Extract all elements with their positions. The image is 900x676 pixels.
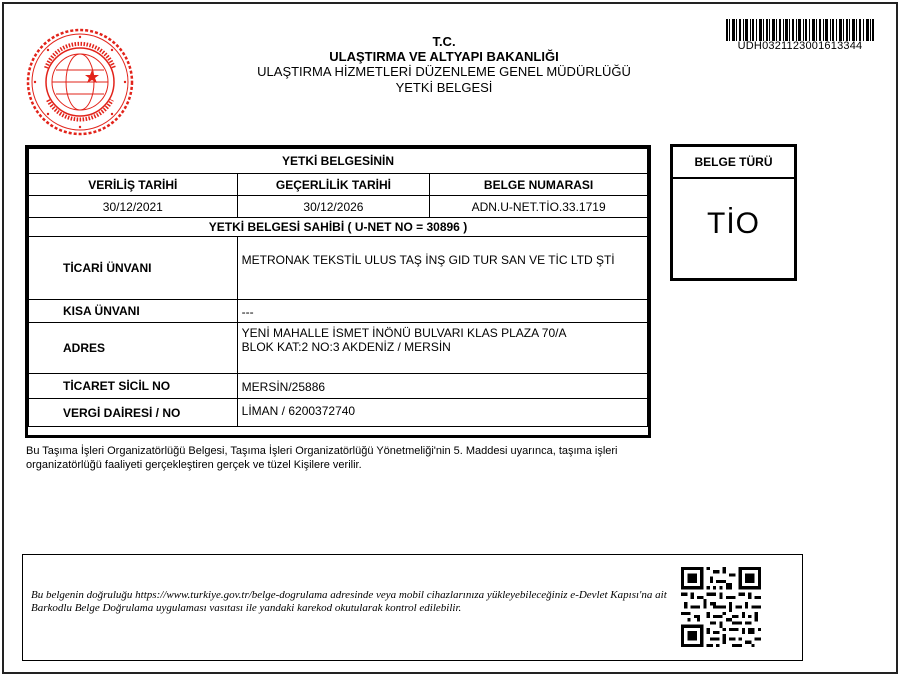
issue-date-value: 30/12/2021 <box>29 196 238 218</box>
short-name-value: --- <box>237 300 647 323</box>
address-label: ADRES <box>29 323 238 374</box>
cert-number-header: BELGE NUMARASI <box>430 174 648 196</box>
directorate-name: ULAŞTIRMA HİZMETLERİ DÜZENLEME GENEL MÜDÜRLÜĞÜ <box>257 64 631 79</box>
address-line-2: BLOK KAT:2 NO:3 AKDENİZ / MERSİN <box>241 340 451 354</box>
ministry-seal-icon <box>26 28 134 136</box>
address-line-1: YENİ MAHALLE İSMET İNÖNÜ BULVARI KLAS PLAZA 70/A <box>241 326 567 340</box>
valid-date-value: 30/12/2026 <box>237 196 430 218</box>
tax-label: VERGİ DAİRESİ / NO <box>29 399 238 427</box>
valid-date-header: GEÇERLİLİK TARİHİ <box>237 174 430 196</box>
barcode-number: UDH0321123001613344 <box>737 40 863 52</box>
document-page <box>2 2 898 674</box>
trade-name-value: METRONAK TEKSTİL ULUS TAŞ İNŞ GID TUR SAN VE TİC LTD ŞTİ <box>237 237 647 300</box>
section-title: YETKİ BELGESİNİN <box>29 149 648 174</box>
legal-note: Bu Taşıma İşleri Organizatörlüğü Belgesi, Taşıma İşleri Organizatörlüğü Yönetmeliği'nin 5. Maddesi uyarınca, taşıma işleri organizatörlüğü faaliyeti gerçekleştiren gerçek ve tüzel Kişilere verilir. <box>26 445 618 471</box>
issue-date-header: VERİLİŞ TARİHİ <box>29 174 238 196</box>
document-type-label: BELGE TÜRÜ <box>673 147 794 179</box>
ministry-name: ULAŞTIRMA VE ALTYAPI BAKANLIĞI <box>329 49 559 64</box>
trade-name-label: TİCARİ ÜNVANI <box>29 237 238 300</box>
tax-value: LİMAN / 6200372740 <box>237 399 647 427</box>
barcode-icon <box>726 19 874 41</box>
short-name-label: KISA ÜNVANI <box>29 300 238 323</box>
address-value <box>237 323 647 374</box>
registry-value: MERSİN/25886 <box>237 374 647 399</box>
registry-label: TİCARET SİCİL NO <box>29 374 238 399</box>
document-type-title: YETKİ BELGESİ <box>395 80 493 95</box>
document-type-value: TİO <box>707 207 760 240</box>
certificate-table <box>25 145 651 438</box>
header-line-1: T.C. <box>432 34 456 49</box>
verification-box <box>22 554 803 661</box>
verification-text: Bu belgenin doğruluğu https://www.turkiye.gov.tr/belge-dogrulama adresinde veya mobil cihazlarınıza yükleyebileceğiniz e-Devlet Kapısı'na ait Barkodlu Belge Doğrulama uygulaması vasıtası ile yandaki karekod okutularak kontrol edilebilir. <box>31 589 667 614</box>
qr-code-icon[interactable] <box>681 567 761 647</box>
document-type-box <box>670 144 797 281</box>
cert-number-value: ADN.U-NET.TİO.33.1719 <box>430 196 648 218</box>
holder-title: YETKİ BELGESİ SAHİBİ ( U-NET NO = 30896 ) <box>29 218 648 237</box>
document-header <box>194 34 694 96</box>
